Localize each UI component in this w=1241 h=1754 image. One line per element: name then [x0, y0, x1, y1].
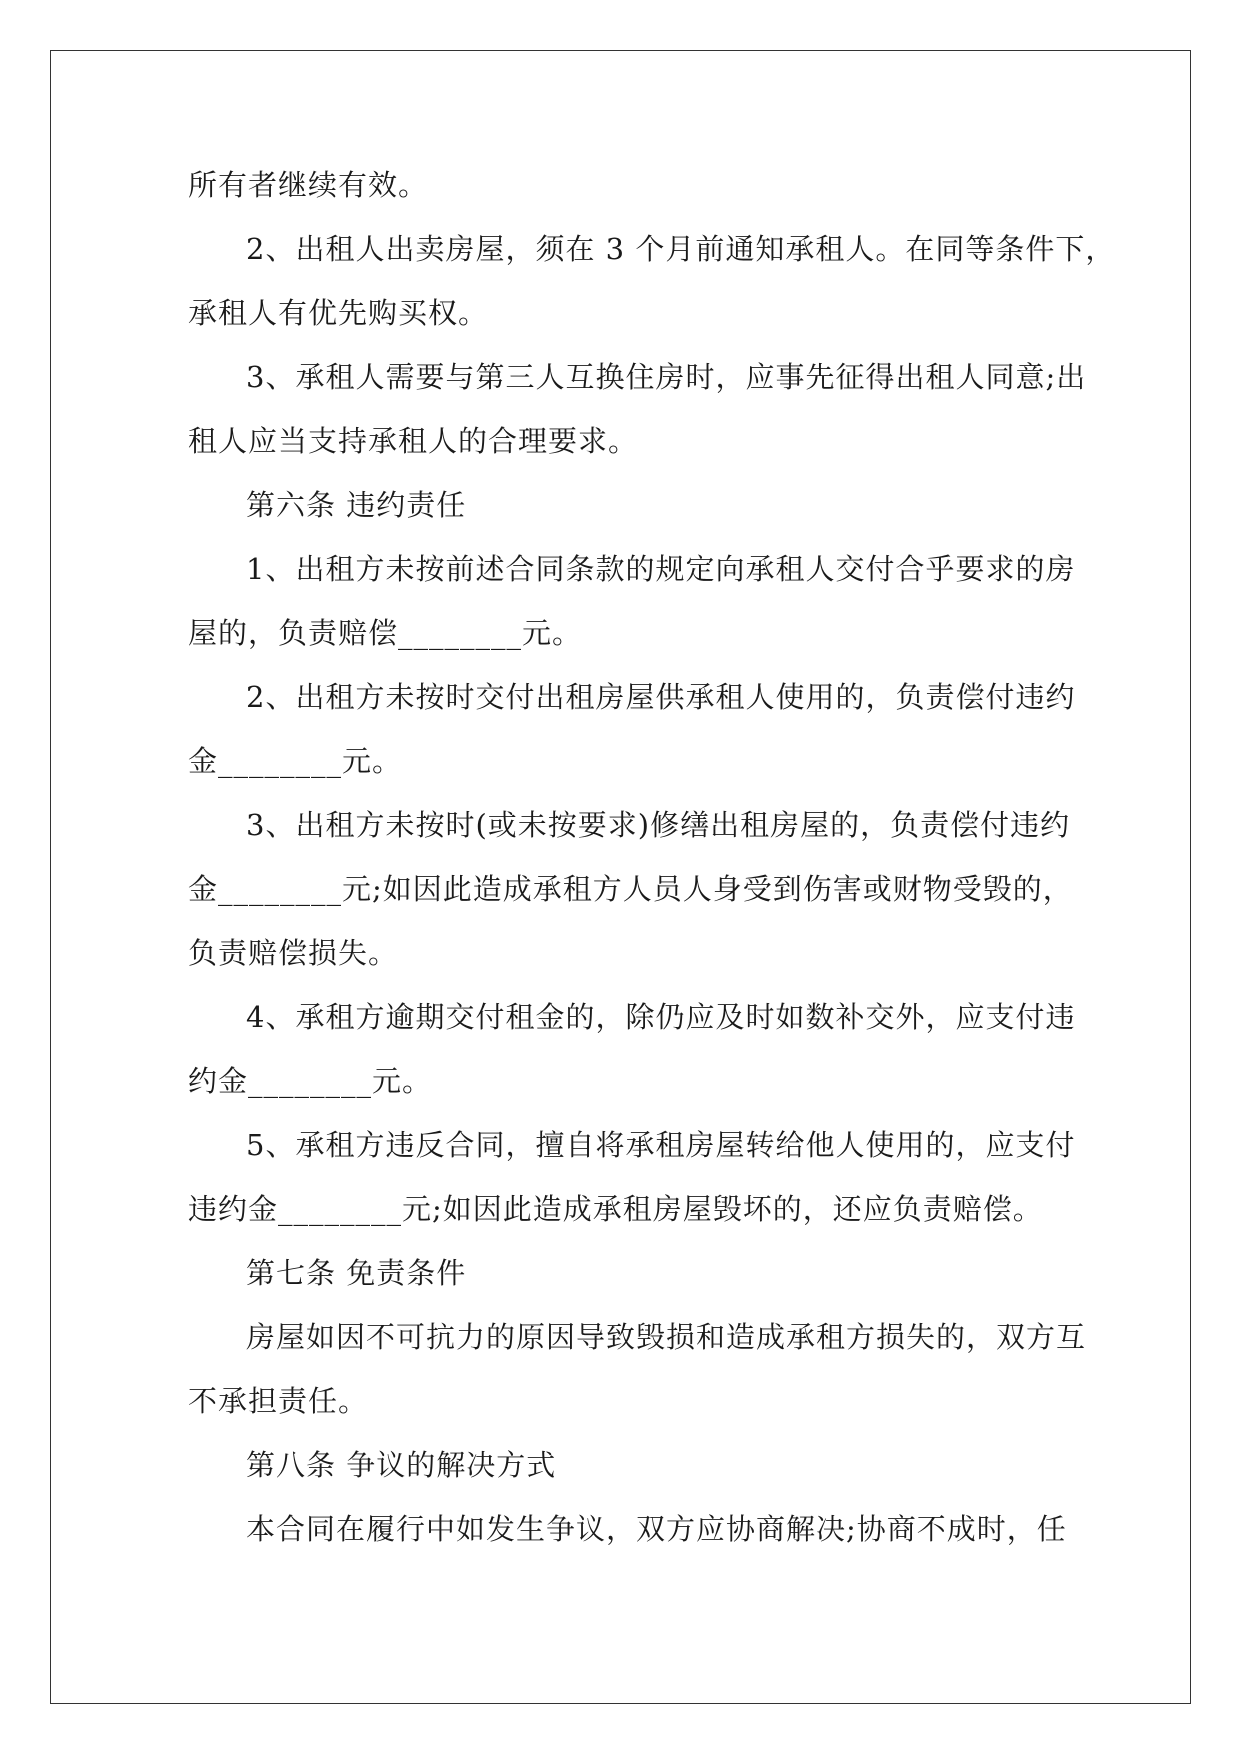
text-line: 2、出租人出卖房屋，须在 3 个月前通知承租人。在同等条件下， [246, 232, 1116, 266]
text-line: 违约金________元;如因此造成承租房屋毁坏的，还应负责赔偿。 [188, 1192, 1043, 1226]
text-line: 金________元。 [188, 744, 403, 778]
text-line: 约金________元。 [188, 1064, 433, 1098]
text-line: 5、承租方违反合同，擅自将承租房屋转给他人使用的，应支付 [246, 1128, 1076, 1162]
section-heading: 第六条 违约责任 [246, 488, 467, 522]
text-line: 所有者继续有效。 [188, 168, 429, 202]
section-heading: 第八条 争议的解决方式 [246, 1448, 557, 1482]
text-line: 承租人有优先购买权。 [188, 296, 489, 330]
text-line: 1、出租方未按前述合同条款的规定向承租人交付合乎要求的房 [246, 552, 1076, 586]
text-line: 不承担责任。 [188, 1384, 369, 1418]
text-line: 本合同在履行中如发生争议，双方应协商解决;协商不成时，任 [246, 1512, 1067, 1546]
text-line: 租人应当支持承租人的合理要求。 [188, 424, 639, 458]
document-body [188, 153, 1116, 1561]
text-line: 房屋如因不可抗力的原因导致毁损和造成承租方损失的，双方互 [246, 1320, 1087, 1354]
text-line: 屋的，负责赔偿________元。 [188, 616, 583, 650]
text-line: 金________元;如因此造成承租方人员人身受到伤害或财物受毁的， [188, 872, 1073, 906]
text-line: 4、承租方逾期交付租金的，除仍应及时如数补交外，应支付违 [246, 1000, 1076, 1034]
text-line: 2、出租方未按时交付出租房屋供承租人使用的，负责偿付违约 [246, 680, 1076, 714]
text-line: 3、承租人需要与第三人互换住房时，应事先征得出租人同意;出 [246, 360, 1087, 394]
text-line: 负责赔偿损失。 [188, 936, 399, 970]
text-line: 3、出租方未按时(或未按要求)修缮出租房屋的，负责偿付违约 [246, 808, 1071, 842]
section-heading: 第七条 免责条件 [246, 1256, 467, 1290]
